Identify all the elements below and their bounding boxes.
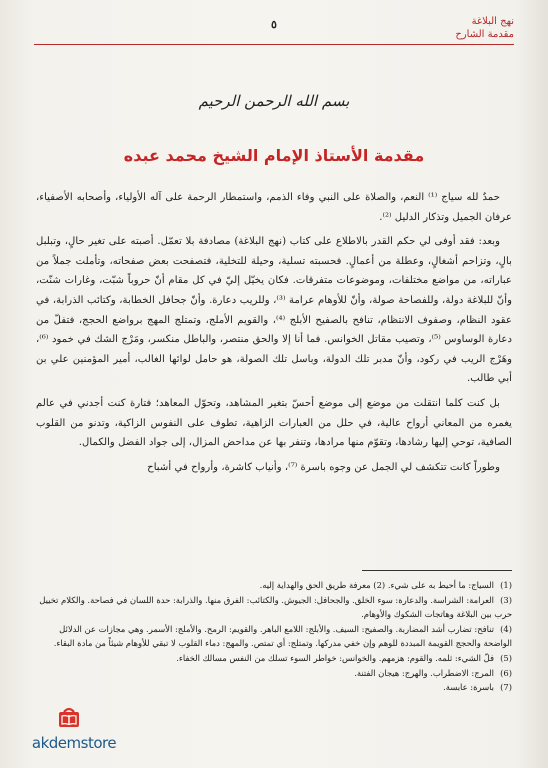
footnote [36,622,512,651]
book-logo-icon [56,704,82,730]
basmala-calligraphy: بسم الله الرحمن الرحيم [198,92,350,110]
footnote-divider [362,570,512,571]
footnote [36,680,512,695]
footnote [36,666,512,681]
paragraph: بل كنت كلما انتقلت من موضع إلى موضع أحسّ بتغير المشاهد، وتحوّل المعاهد؛ فتارة كنت أجدني في عالم يغمره من المعاني أرواح عالية، في حلل من العبارات الزاهية، تطوف على النفوس الزاكية، وتدنو من القلوب الصافية، توحي إليها رشادها، وتقوّم منها مرادها، وتنفر بها عن مداحض المزال، إلى جواد الفضل والكمال. [36,397,512,449]
paragraph: وطوراً كانت تتكشف لي الجمل عن وجوه باسرة ⁽⁷⁾، وأنياب كاشرة، وأرواح في أشباح [147,461,500,473]
footnote-text: باسرة: عابسة. [443,682,494,693]
footnote-text: المرج: الاضطراب. والهرج: هيجان الفتنة. [354,667,494,678]
store-watermark [14,704,134,758]
book-title: نهج البلاغة [471,16,514,27]
footnote [36,651,512,666]
footnote-number: (6) [500,667,512,678]
footnote [36,578,512,593]
footnote-text: تنافح: تضارب أشد المضاربة. والصفيح: السيف. والأبلج: اللامع الباهر. والقويم: الرمح. والأملج: الأسمر. وهي مجازات عن الدلائل الواضحة والحجج القويمة المبددة للوهم وإن خفي مدركها. وتمتلج: أي تمتص. والمهج: دماء القلوب لا تبقي للأوهام شيئاً من مادة البقاء. [53,623,512,649]
footnote [36,593,512,622]
footnote-number: (1) [500,580,512,590]
footnote-text: العرامة: الشراسة. والدعارة: سوء الخلق. والجحافل: الجيوش. والكتائب: الفرق منها. والذرابة: حدة اللسان في فصاحة. والكلام تخييل حرب بين البلاغة وهاتجات الشكوك والأوهام. [39,594,512,620]
paragraph: وبعد: فقد أوفى لي حكم القدر بالاطلاع على كتاب (نهج البلاغة) مصادفة بلا تعمّل. أصبته على تغير حالٍ، وتبلبل بالٍ، وتزاحم أشغالٍ، وعطلة من أعمالٍ. فحسبته تسلية، وحيلة للتخلية، فتصفحت بعض صفحاته، وتأملت جملاً من عباراته، من مواضع مختلفات، وموضوعات متفرقات. فكان يخيّل إليّ في كل مقام أنّ حروباً شبّت، وغارات شنّت، وأنّ للبلاغة دولة، وللفصاحة صولة، وأنّ للأوهام عرامة ⁽³⁾، وللريب دعارة. وأنّ جحافل الخطابة، وكتائب الذرابة، في عقود النظام، وصفوف الانتظام، تنافح بالصفيح الأبلج ⁽⁴⁾، والقويم الأملج، وتمتلج المهج برواضع الحجج، فتفلّ من دعارة الوساوس ⁽⁵⁾، وتصيب مقاتل الخوانس. فما أنا إلا والحق منتصر، والباطل منكسر، ومَرْج الشك في خمود ⁽⁶⁾، وهَرْج الريب في ركود، وأنّ مدبر تلك الدولة، وباسل تلك الصولة، هو حامل لوائها الغالب، أمير المؤمنين علي بن أبي طالب. [36,236,512,385]
footnote-number: (3) [500,594,512,605]
running-header [34,16,514,46]
footnote-number: (7) [500,682,512,693]
paragraph: حمدٌ لله سياج ⁽¹⁾ النعم، والصلاة على النبي وفاء الذمم، واستمطار الرحمة على آله الأولياء، وأصحابه الأصفياء، عرفان الجميل وتذكار الدليل ⁽²⁾. [36,192,512,223]
footnotes [36,578,512,695]
footnote-number: (5) [500,652,512,663]
chapter-title: مقدمة الأستاذ الإمام الشيخ محمد عبده [123,146,425,165]
footnote-text: السياج: ما أحيط به على شيء. (2) معرفة طريق الحق والهداية إليه. [259,580,494,590]
footnote-text: فلّ الشيء: ثلمه. والقوم: هزمهم. والخوانس: خواطر السوء تسلك من النفس مسالك الخفاء. [176,652,494,663]
page-number: ٥ [271,18,277,31]
brand-name: akdemstore [31,734,117,752]
header-divider [34,44,514,45]
section-title: مقدمة الشارح [455,29,514,40]
body-text [36,188,512,477]
footnote-number: (4) [500,623,512,634]
